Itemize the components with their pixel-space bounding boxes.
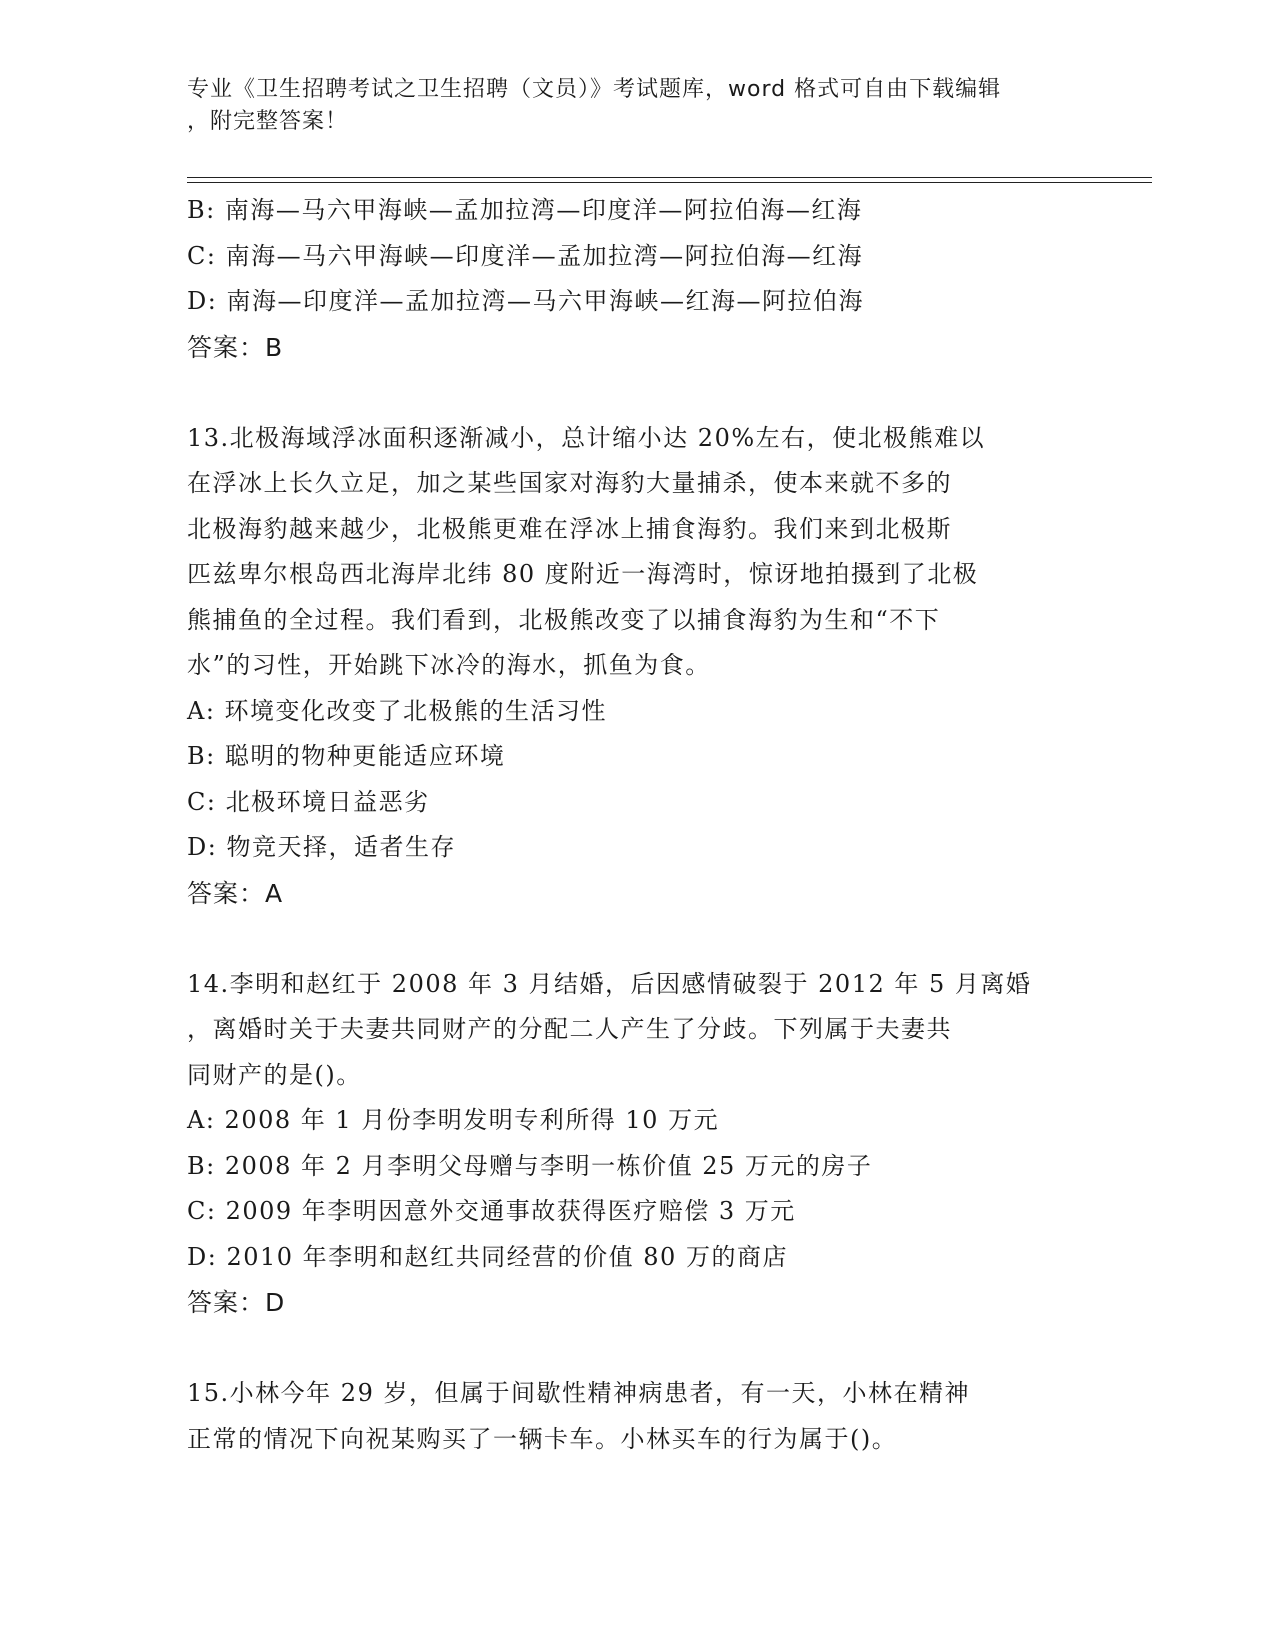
prev-question (187, 188, 1077, 370)
question-14 (187, 962, 1077, 1326)
option-c: C: 2009 年李明因意外交通事故获得医疗赔偿 3 万元 (187, 1197, 796, 1225)
question-text-line: 同财产的是()。 (187, 1060, 362, 1089)
question-15 (187, 1371, 1077, 1462)
question-13 (187, 416, 1077, 917)
question-text-line: 正常的情况下向祝某购买了一辆卡车。小林买车的行为属于()。 (187, 1424, 898, 1453)
question-text-line: 匹兹卑尔根岛西北海岸北纬 80 度附近一海湾时，惊讶地拍摄到了北极 (187, 560, 979, 588)
header-line-1: 专业《卫生招聘考试之卫生招聘（文员）》考试题库，word 格式可自由下载编辑 (187, 77, 1002, 102)
question-content (187, 188, 1077, 1462)
option-c: C: 南海—马六甲海峡—印度洋—孟加拉湾—阿拉伯海—红海 (187, 241, 864, 270)
answer-line: 答案：A (187, 878, 284, 908)
option-b: B: 聪明的物种更能适应环境 (187, 742, 506, 770)
spacer (187, 370, 1077, 416)
option-a: A: 2008 年 1 月份李明发明专利所得 10 万元 (187, 1106, 720, 1134)
question-text-line: 熊捕鱼的全过程。我们看到，北极熊改变了以捕食海豹为生和“不下 (187, 605, 941, 634)
answer-line: 答案：D (187, 1288, 286, 1317)
spacer (187, 1326, 1077, 1372)
option-c: C: 北极环境日益恶劣 (187, 787, 430, 816)
header-line-2: ，附完整答案！ (187, 109, 349, 134)
spacer (187, 916, 1077, 962)
question-text-line: 北极海豹越来越少，北极熊更难在浮冰上捕食海豹。我们来到北极斯 (187, 514, 952, 543)
option-a: A: 环境变化改变了北极熊的生活习性 (187, 696, 608, 725)
option-b: B: 2008 年 2 月李明父母赠与李明一栋价值 25 万元的房子 (187, 1151, 873, 1180)
option-b: B: 南海—马六甲海峡—孟加拉湾—印度洋—阿拉伯海—红海 (187, 196, 863, 224)
header-rule-bottom (187, 182, 1152, 183)
answer-line: 答案：B (187, 332, 284, 362)
question-text-line: 水”的习性，开始跳下冰冷的海水，抓鱼为食。 (187, 651, 711, 679)
question-text-line: ，离婚时关于夫妻共同财产的分配二人产生了分歧。下列属于夫妻共 (187, 1015, 952, 1043)
option-d: D: 2010 年李明和赵红共同经营的价值 80 万的商店 (187, 1242, 788, 1271)
question-text-line: 14.李明和赵红于 2008 年 3 月结婚，后因感情破裂于 2012 年 5 月离婚 (187, 969, 1032, 998)
header-rule-top (187, 177, 1152, 178)
option-d: D: 南海—印度洋—孟加拉湾—马六甲海峡—红海—阿拉伯海 (187, 287, 864, 315)
question-text-line: 13.北极海域浮冰面积逐渐减小，总计缩小达 20%左右，使北极熊难以 (187, 423, 986, 452)
option-d: D: 物竞天择，适者生存 (187, 833, 456, 861)
question-text-line: 15.小林今年 29 岁，但属于间歇性精神病患者，有一天，小林在精神 (187, 1379, 970, 1407)
question-text-line: 在浮冰上长久立足，加之某些国家对海豹大量捕杀，使本来就不多的 (187, 469, 952, 497)
document-header (187, 74, 1067, 138)
